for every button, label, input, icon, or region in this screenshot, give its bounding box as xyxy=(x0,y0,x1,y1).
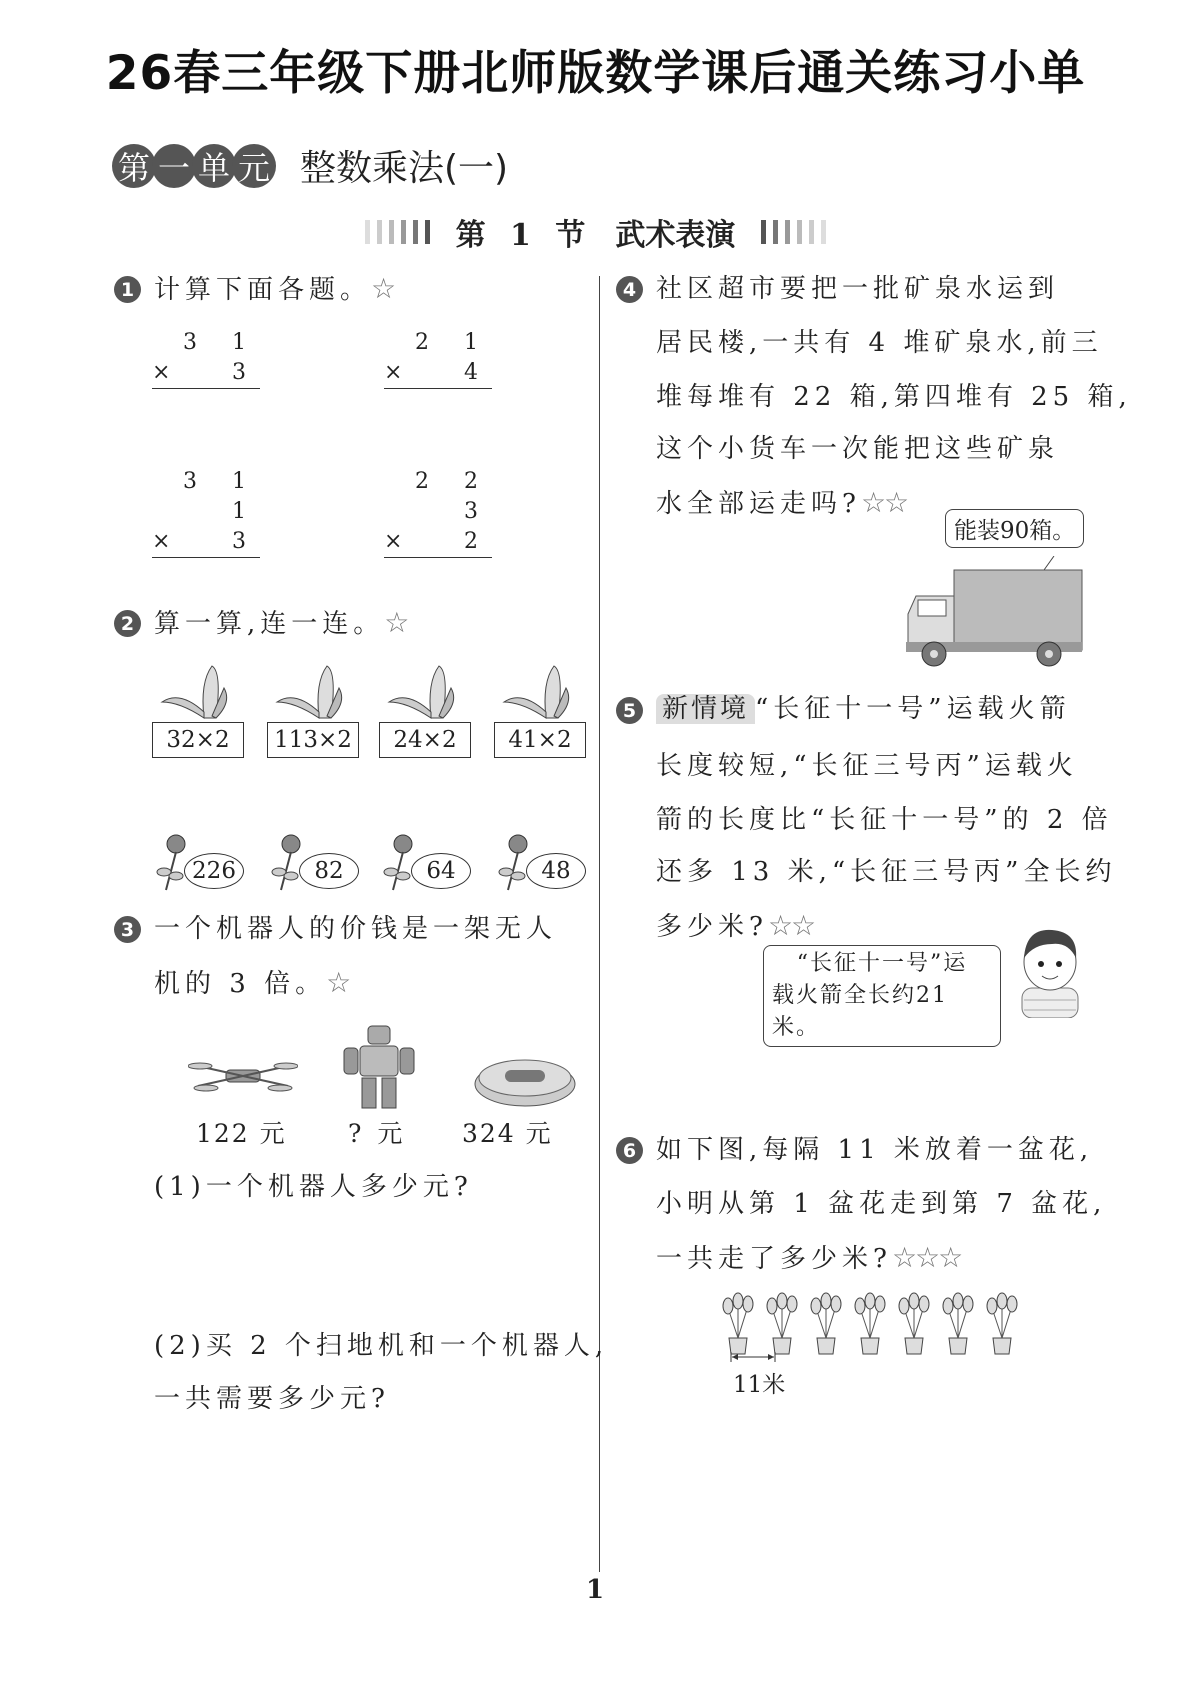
q1-prompt: 计算下面各题。 xyxy=(154,275,372,305)
q4-line-text: 水全部运走吗? xyxy=(656,489,861,519)
unit-badge-char: 元 xyxy=(232,144,276,188)
expression-box[interactable]: 41×2 xyxy=(494,722,586,758)
flower-pot-icon xyxy=(982,1292,1022,1356)
q4-line xyxy=(656,486,907,521)
answer-oval[interactable]: 64 xyxy=(411,853,471,889)
q2-text xyxy=(154,606,407,641)
robot-icon xyxy=(340,1022,420,1112)
difficulty-star-icon: ☆ xyxy=(371,272,395,305)
q5-line: 还多 13 米,“长征三号丙”全长约 xyxy=(656,857,1117,887)
flower-pot-icon xyxy=(806,1292,846,1356)
expression-box[interactable]: 24×2 xyxy=(379,722,471,758)
times-sign: × xyxy=(152,360,185,385)
speech-bubble xyxy=(763,945,1001,1047)
butterfly-icon xyxy=(160,662,232,722)
q5-line-text: 多少米? xyxy=(656,912,768,942)
q3-line: 一个机器人的价钱是一架无人 xyxy=(154,914,558,944)
robot-price: ? 元 xyxy=(348,1119,407,1148)
multiplicand: 2 2 3 xyxy=(415,469,492,524)
unit-header xyxy=(112,140,508,191)
q3-line xyxy=(154,966,349,1001)
vertical-multiplication xyxy=(152,467,260,558)
boy-avatar-icon xyxy=(1012,918,1086,1018)
unit-badge-char: 第 xyxy=(112,144,156,188)
q4-line: 居民楼,一共有 4 堆矿泉水,前三 xyxy=(656,328,1103,358)
difficulty-star-icon: ☆ xyxy=(384,606,408,639)
q3-subquestion-1: (1)一个机器人多少元? xyxy=(154,1172,473,1202)
vertical-multiplication xyxy=(384,328,492,389)
expression-box[interactable]: 113×2 xyxy=(267,722,359,758)
question-number: 3 xyxy=(114,916,141,943)
section-header xyxy=(0,210,1191,254)
column-divider xyxy=(599,276,600,1572)
difficulty-star-icon: ☆☆ xyxy=(860,486,908,519)
q5-line xyxy=(656,692,1071,726)
unit-badge-char: 单 xyxy=(192,144,236,188)
page-title: 26春三年级下册北师版数学课后通关练习小单 xyxy=(105,46,1086,101)
rose-icon xyxy=(271,834,305,892)
question-number: 5 xyxy=(616,697,643,724)
unit-badge xyxy=(112,144,272,188)
times-sign: × xyxy=(384,529,417,554)
decor-bars-left xyxy=(365,220,430,244)
answer-oval[interactable]: 226 xyxy=(184,853,244,889)
distance-label: 11米 xyxy=(733,1372,786,1398)
butterfly-icon xyxy=(387,662,459,722)
q5-line: 长度较短,“长征三号丙”运载火 xyxy=(656,751,1078,781)
q3-subquestion-2-cont: 一共需要多少元? xyxy=(154,1384,390,1414)
unit-title: 整数乘法(一) xyxy=(300,148,509,189)
butterfly-icon xyxy=(275,662,347,722)
q6-line xyxy=(656,1241,961,1276)
q4-line: 这个小货车一次能把这些矿泉 xyxy=(656,434,1060,464)
rose-icon xyxy=(383,834,417,892)
question-number: 1 xyxy=(114,276,141,303)
multiplier: 2 xyxy=(464,529,492,554)
question-number: 4 xyxy=(616,276,643,303)
page-number: 1 xyxy=(575,1575,615,1605)
flower-pot-icon xyxy=(718,1292,758,1356)
flower-pot-icon xyxy=(938,1292,978,1356)
flower-pot-icon xyxy=(894,1292,934,1356)
q2-prompt: 算一算,连一连。 xyxy=(154,609,385,639)
distance-arrow-icon xyxy=(730,1350,780,1364)
vacuum-price: 324 元 xyxy=(462,1119,553,1148)
butterfly-icon xyxy=(502,662,574,722)
q5-line xyxy=(656,909,814,944)
q6-line: 如下图,每隔 11 米放着一盆花, xyxy=(656,1135,1094,1165)
question-number: 2 xyxy=(114,610,141,637)
vertical-multiplication xyxy=(152,328,260,389)
q4-line: 堆每堆有 22 箱,第四堆有 25 箱, xyxy=(656,382,1132,412)
new-context-tag: 新情境 xyxy=(656,694,755,724)
q5-line: 箭的长度比“长征十一号”的 2 倍 xyxy=(656,805,1113,835)
robot-vacuum-icon xyxy=(470,1050,580,1110)
bubble-line: “长征十一号”运 xyxy=(796,951,968,976)
answer-oval[interactable]: 82 xyxy=(299,853,359,889)
multiplier: 3 xyxy=(232,360,260,385)
q6-line: 小明从第 1 盆花走到第 7 盆花, xyxy=(656,1189,1107,1219)
multiplicand: 3 1 1 xyxy=(183,469,260,524)
q3-subquestion-2: (2)买 2 个扫地机和一个机器人, xyxy=(154,1331,609,1361)
rose-icon xyxy=(156,834,190,892)
multiplicand: 2 1 xyxy=(415,330,492,355)
rose-icon xyxy=(498,834,532,892)
q3-line-text: 机的 3 倍。 xyxy=(154,969,327,999)
expression-box[interactable]: 32×2 xyxy=(152,722,244,758)
answer-oval[interactable]: 48 xyxy=(526,853,586,889)
vertical-multiplication xyxy=(384,467,492,558)
flower-pot-icon xyxy=(850,1292,890,1356)
flower-pot-icon xyxy=(762,1292,802,1356)
times-sign: × xyxy=(152,529,185,554)
speech-bubble: 能装90箱。 xyxy=(945,509,1084,548)
bubble-line: 载火箭全长约21米。 xyxy=(772,983,948,1040)
times-sign: × xyxy=(384,360,417,385)
q4-line: 社区超市要把一批矿泉水运到 xyxy=(656,274,1060,304)
truck-icon xyxy=(904,556,1086,668)
question-number: 6 xyxy=(616,1137,643,1164)
q1-text xyxy=(154,272,394,307)
q5-line-text: “长征十一号”运载火箭 xyxy=(755,694,1071,724)
multiplier: 4 xyxy=(464,360,492,385)
drone-icon xyxy=(188,1050,298,1100)
q6-line-text: 一共走了多少米? xyxy=(656,1244,892,1274)
difficulty-star-icon: ☆☆☆ xyxy=(891,1241,962,1274)
multiplier: 3 xyxy=(232,529,260,554)
multiplicand: 3 1 xyxy=(183,330,260,355)
section-title: 第 1 节 武术表演 xyxy=(455,218,736,253)
decor-bars-right xyxy=(761,220,826,244)
difficulty-star-icon: ☆ xyxy=(326,966,350,999)
unit-badge-char: 一 xyxy=(152,144,196,188)
difficulty-star-icon: ☆☆ xyxy=(767,909,815,942)
drone-price: 122 元 xyxy=(196,1119,287,1148)
